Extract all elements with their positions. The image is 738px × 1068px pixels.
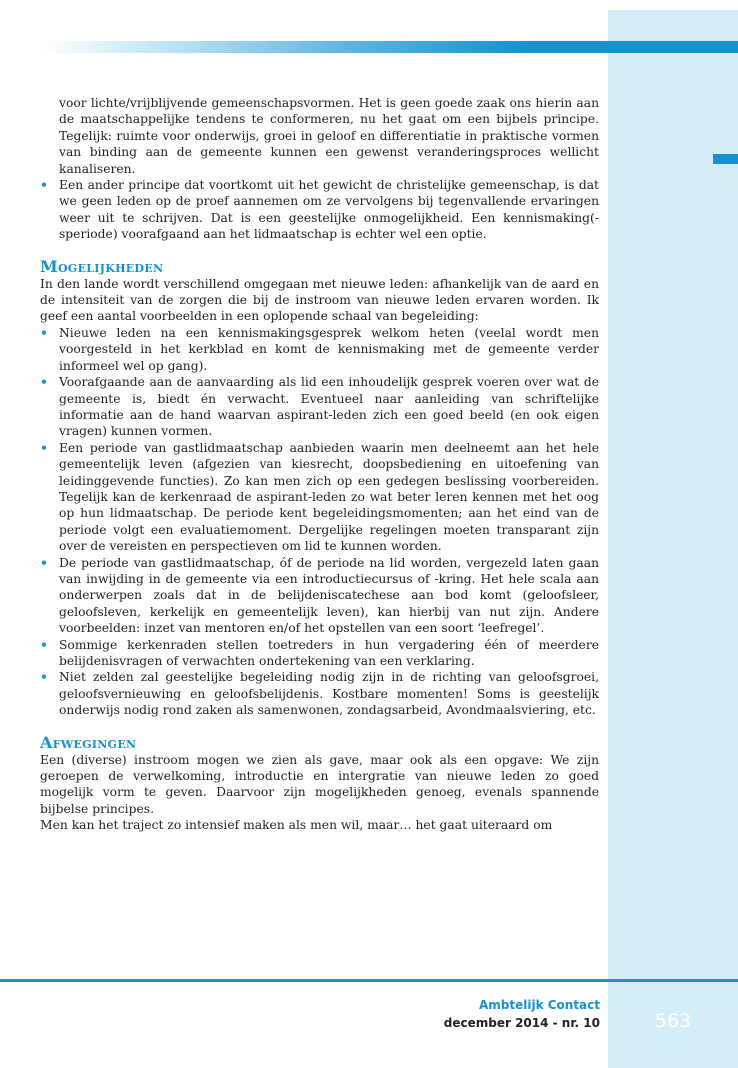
bullet-icon: • (40, 636, 48, 652)
list-item (40, 325, 599, 374)
footer (444, 996, 600, 1032)
mogelijkheden-bullet-list (40, 325, 599, 719)
bullet-icon: • (40, 439, 48, 455)
list-item-text: Nieuwe leden na een kennismakingsgesprek welkom heten (veelal wordt men voorgesteld in het kerkblad en komt de kennismaking met de gemeente verder informeel wel op gang). (59, 325, 599, 373)
side-panel (608, 10, 738, 1068)
list-item (40, 669, 599, 718)
section-heading-afwegingen: Afwegingen (40, 732, 137, 752)
list-item (40, 440, 599, 555)
list-item (40, 555, 599, 637)
list-item-text: Een ander principe dat voortkomt uit het gewicht de christelijke gemeenschap, is dat we geen leden op de proef aannemen om ze vervolgens bij tegenvallende ervaringen weer uit te schrijven. Dat is een geestelijke onmogelijkheid. Een kennismaking(-speriode) voorafgaand aan het lidmaatschap is echter wel een optie. (59, 178, 599, 242)
journal-title: Ambtelijk Contact (478, 998, 600, 1012)
side-tab-marker (713, 154, 738, 164)
list-item (40, 177, 599, 243)
list-item-text: De periode van gastlidmaatschap, óf de periode na lid worden, vergezeld laten gaan van inwijding in de gemeente via een introductiecursus of -kring. Het hele scala aan onderwerpen zoals dat in de belijdeniscatechese aan bod komt (geloofsleer, geloofsleven, kerkelijk en gemeentelijk leven), kan hierbij van nut zijn. Andere voorbeelden: inzet van mentoren en/of het opstellen van een soort ‘leefregel’. (59, 555, 599, 636)
page-number: 563 (654, 1010, 692, 1032)
bullet-icon: • (40, 669, 48, 685)
bullet-icon: • (40, 177, 48, 193)
afwegingen-paragraph-2: Men kan het traject zo intensief maken als men wil, maar… het gaat uiteraard om (40, 818, 553, 833)
bullet-icon: • (40, 554, 48, 570)
list-item-text: Voorafgaande aan de aanvaarding als lid een inhoudelijk gesprek voeren over wat de gemeente is, biedt én verwacht. Eventueel naar aanleiding van schriftelijke informatie aan de hand waarvan aspirant-leden zich een goed beeld (en ook eigen vragen) kunnen vormen. (59, 375, 599, 439)
list-item-text: Een periode van gastlidmaatschap aanbieden waarin men deelneemt aan het hele gemeentelijk leven (afgezien van kiesrecht, doopsbediening en uitoefening van leidinggevende functies). Zo kan men zich op een gedegen beslissing voorbereiden. Tegelijk kan de kerkenraad de aspirant-leden zo wat beter leren kennen met het oog op hun lidmaatschap. De periode kent begeleidingsmomenten; aan het eind van de periode volgt een evaluatiemoment. Dergelijke regelingen moeten transparant zijn over de vereisten en perspectieven om lid te kunnen worden. (59, 440, 599, 554)
header-gradient-bar (40, 41, 738, 53)
afwegingen-paragraph-1: Een (diverse) instroom mogen we zien als gave, maar ook als een opgave: We zijn geroepen de verwelkoming, introductie en intergratie van nieuwe leden zo goed mogelijk vorm te geven. Daarvoor zijn mogelijkheden genoeg, evenals spannende bijbelse principes. (40, 752, 599, 816)
section-heading-mogelijkheden: Mogelijkheden (40, 256, 164, 276)
list-item-text: Niet zelden zal geestelijke begeleiding nodig zijn in de richting van geloofsgroei, geloofsvernieuwing en geloofsbelijdenis. Kostbare momenten! Soms is geestelijk onderwijs nodig rond zaken als samenwonen, zondagsarbeid, Avondmaalsviering, etc. (59, 670, 599, 718)
footer-rule (0, 979, 738, 982)
list-item (40, 374, 599, 440)
bullet-icon: • (40, 374, 48, 390)
continuation-paragraph: voor lichte/vrijblijvende gemeenschapsvormen. Het is geen goede zaak ons hierin aan de maatschappelijke tendens te conformeren, nu het gaat om een bijbels principe. Tegelijk: ruimte voor onderwijs, groei in geloof en differentiatie in praktische vormen van binding aan de gemeente kunnen een gewenst veranderingsproces wellicht kanaliseren. (59, 96, 599, 176)
list-item (40, 637, 599, 670)
bullet-icon: • (40, 324, 48, 340)
article-body (40, 95, 599, 834)
issue-info: december 2014 - nr. 10 (443, 1016, 600, 1030)
list-item-text: Sommige kerkenraden stellen toetreders in hun vergadering één of meerdere belijdenisvragen of verwachten ondertekening van een verklaring. (59, 637, 599, 668)
section-intro-paragraph: In den lande wordt verschillend omgegaan met nieuwe leden: afhankelijk van de aard en de intensiteit van de zorgen die bij de instroom van nieuwe leden ervaren worden. Ik geef een aantal voorbeelden in een oplopende schaal van begeleiding: (40, 276, 599, 324)
intro-bullet-list (40, 177, 599, 243)
